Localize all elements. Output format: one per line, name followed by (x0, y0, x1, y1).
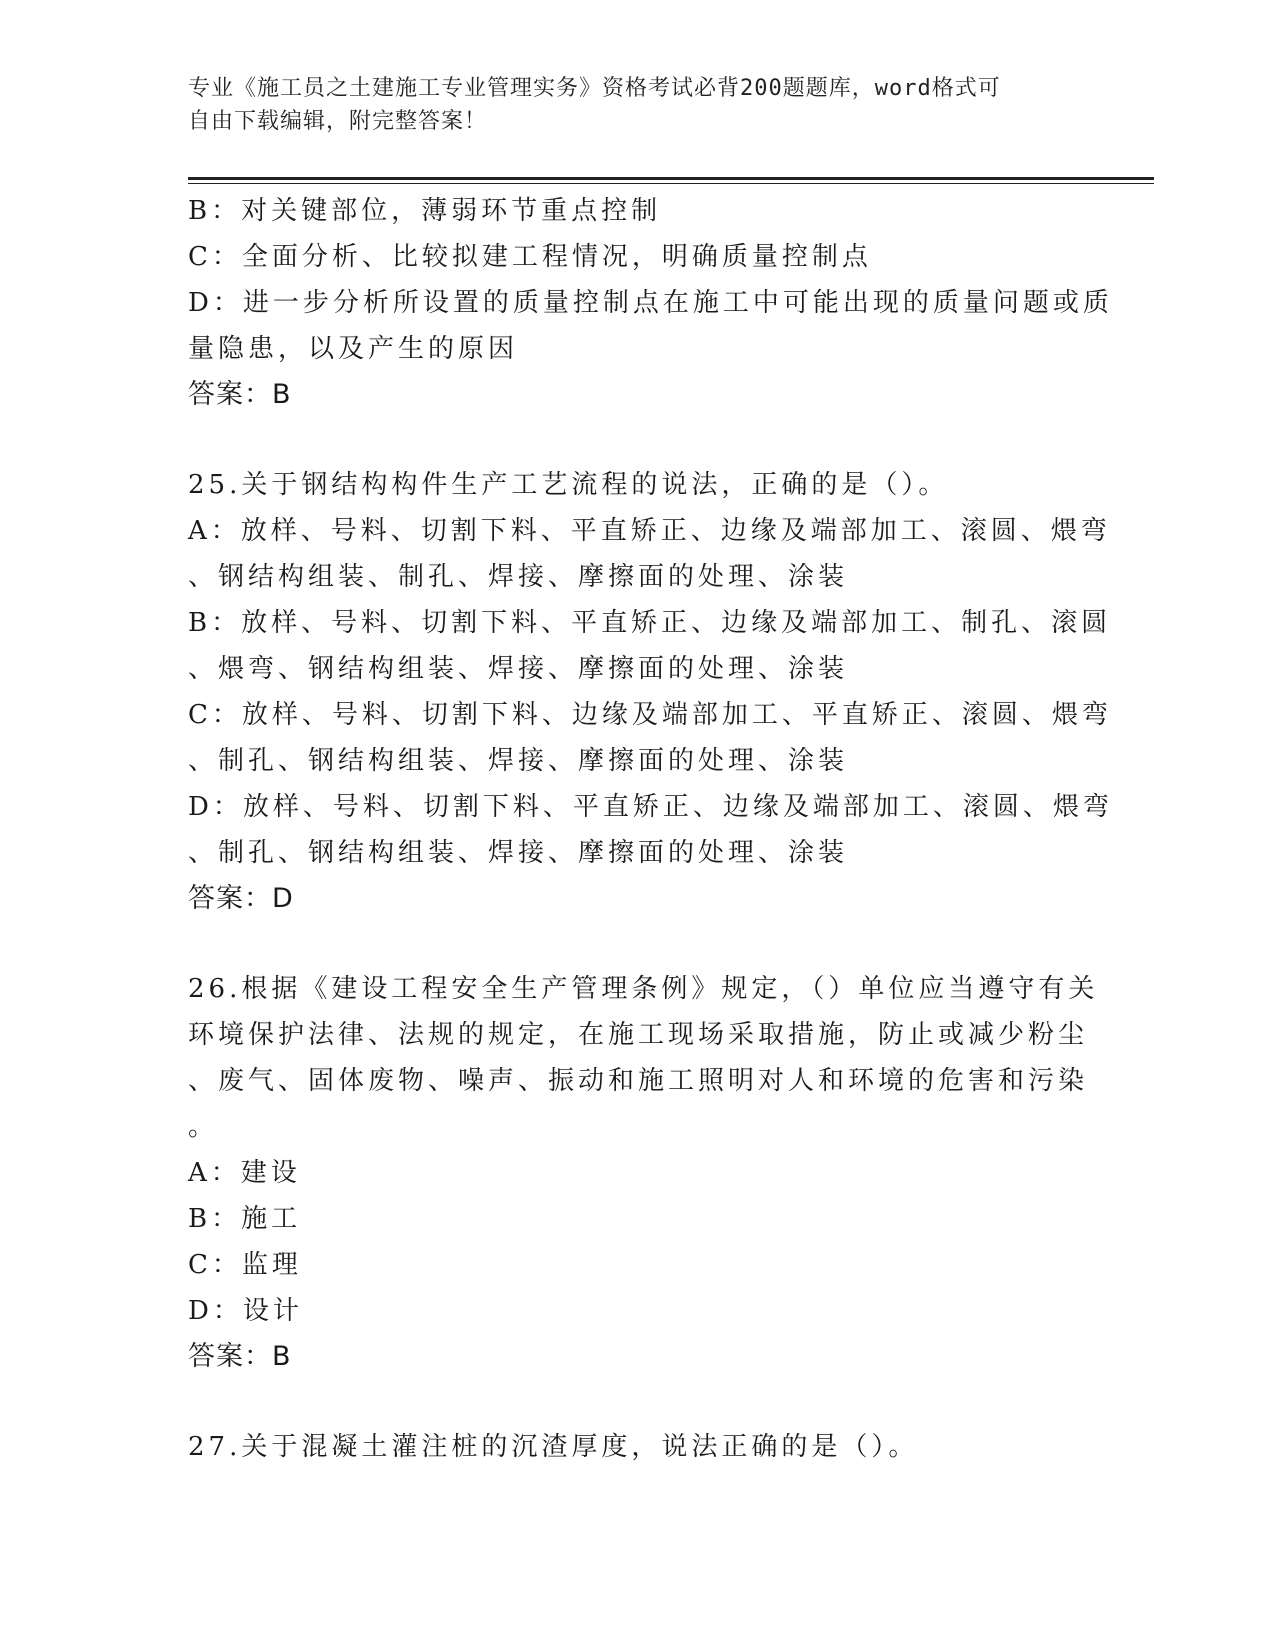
q26-answer: 答案：B (188, 1341, 292, 1372)
q25-option-d-line-1: D：放样、号料、切割下料、平直矫正、边缘及端部加工、滚圆、煨弯 (188, 792, 1113, 822)
q24-option-b: B：对关键部位，薄弱环节重点控制 (188, 196, 662, 226)
q24-option-c: C：全面分析、比较拟建工程情况，明确质量控制点 (188, 242, 872, 272)
q27-question: 27.关于混凝土灌注桩的沉渣厚度，说法正确的是（）。 (188, 1432, 919, 1462)
header-line-1: 专业《施工员之土建施工专业管理实务》资格考试必背200题题库，word格式可 (188, 76, 1001, 101)
q25-option-d-line-2: 、制孔、钢结构组装、焊接、摩擦面的处理、涂装 (188, 838, 849, 868)
q26-question-line-3: 、废气、固体废物、噪声、振动和施工照明对人和环境的危害和污染 (188, 1066, 1089, 1096)
header-divider-thick (188, 177, 1154, 180)
q26-option-b: B：施工 (188, 1204, 302, 1234)
header-line-2: 自由下载编辑，附完整答案！ (188, 109, 488, 134)
q24-option-d-line-2: 量隐患，以及产生的原因 (188, 334, 519, 364)
q25-option-a-line-1: A：放样、号料、切割下料、平直矫正、边缘及端部加工、滚圆、煨弯 (188, 516, 1111, 546)
question-content (188, 188, 1113, 1470)
document-header (188, 72, 1068, 138)
q26-option-d: D：设计 (188, 1296, 303, 1326)
q26-question-line-1: 26.根据《建设工程安全生产管理条例》规定，（）单位应当遵守有关 (188, 974, 1099, 1004)
q26-question-line-2: 环境保护法律、法规的规定，在施工现场采取措施，防止或减少粉尘 (188, 1020, 1089, 1050)
q24-answer: 答案：B (188, 379, 292, 410)
q26-option-a: A：建设 (188, 1158, 301, 1188)
q25-option-b-line-1: B：放样、号料、切割下料、平直矫正、边缘及端部加工、制孔、滚圆 (188, 608, 1112, 638)
q26-question-line-4: 。 (188, 1112, 219, 1142)
header-divider-thin (188, 183, 1154, 184)
q25-option-a-line-2: 、钢结构组装、制孔、焊接、摩擦面的处理、涂装 (188, 562, 849, 592)
q25-answer: 答案：D (188, 883, 294, 914)
q24-option-d-line-1: D：进一步分析所设置的质量控制点在施工中可能出现的质量问题或质 (188, 288, 1113, 318)
q25-question: 25.关于钢结构构件生产工艺流程的说法，正确的是（）。 (188, 470, 949, 500)
q25-option-c-line-2: 、制孔、钢结构组装、焊接、摩擦面的处理、涂装 (188, 746, 849, 776)
q26-option-c: C：监理 (188, 1250, 302, 1280)
q25-option-b-line-2: 、煨弯、钢结构组装、焊接、摩擦面的处理、涂装 (188, 654, 849, 684)
q25-option-c-line-1: C：放样、号料、切割下料、边缘及端部加工、平直矫正、滚圆、煨弯 (188, 700, 1112, 730)
